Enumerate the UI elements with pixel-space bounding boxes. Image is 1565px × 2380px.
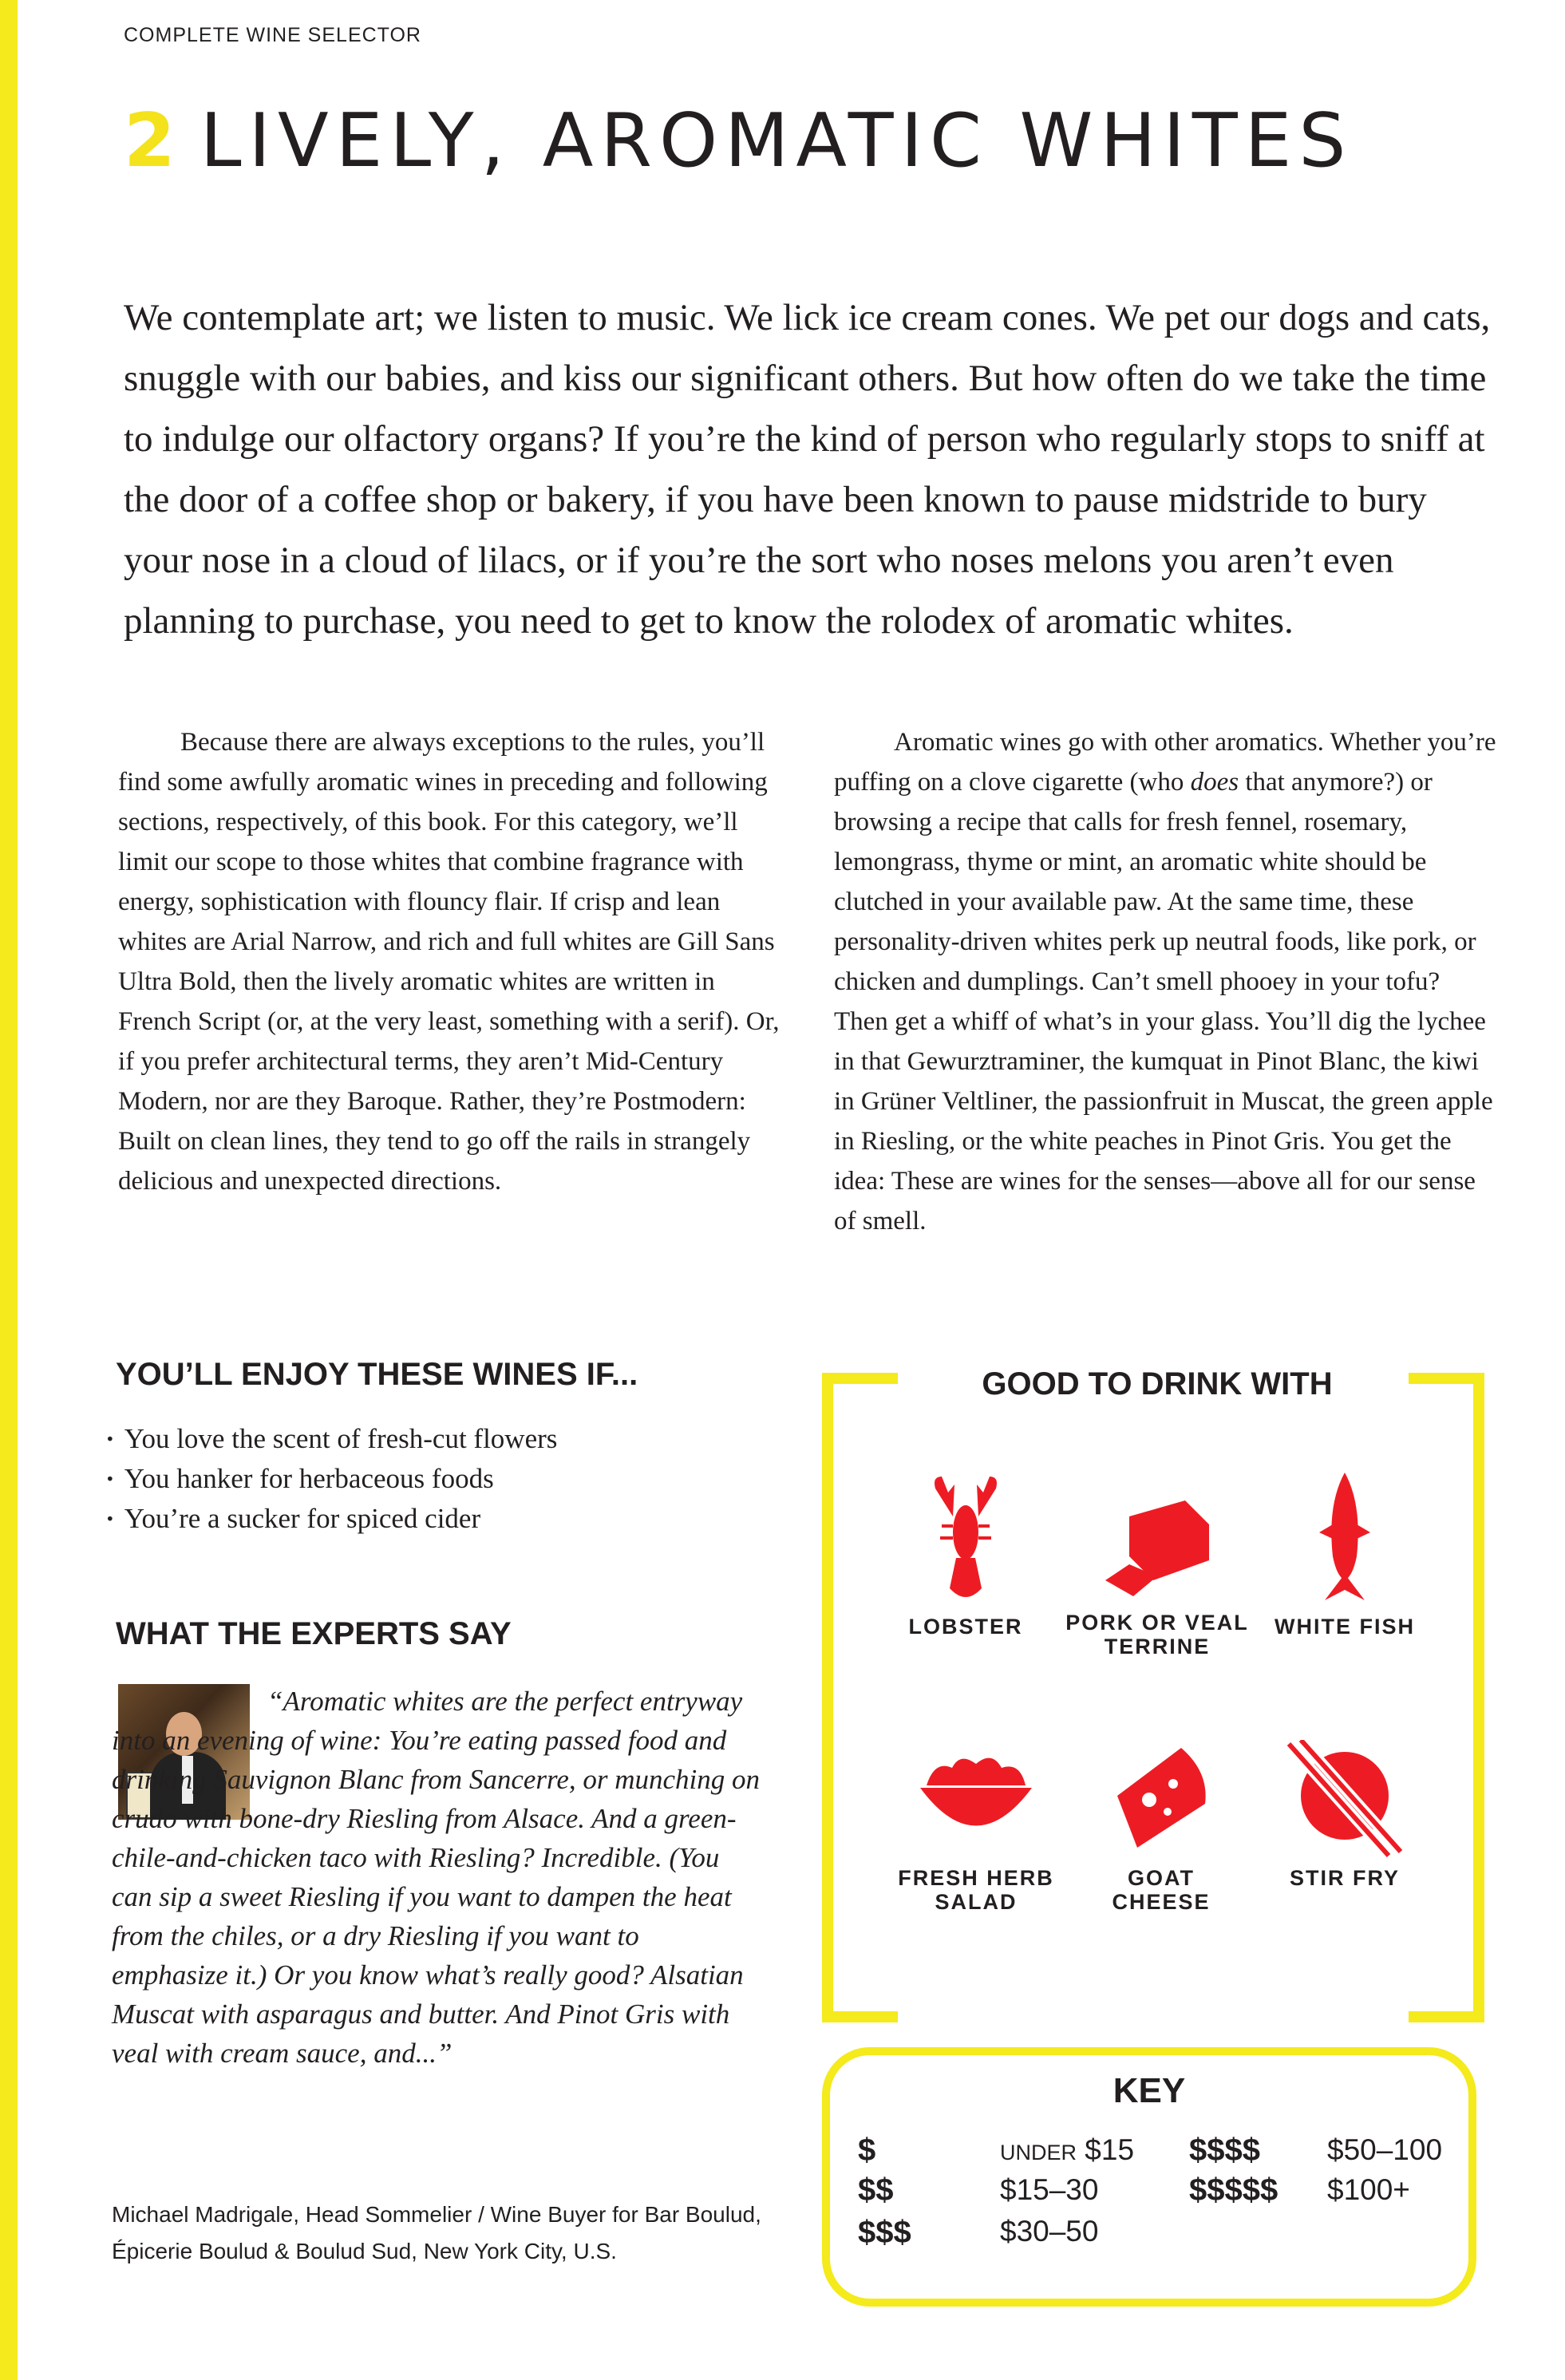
food-item-stir-fry — [1241, 1740, 1448, 1890]
body-right-part1: Aromatic wines go with other aromatics. Whether you’re puffing on a clove cigarette (who — [834, 728, 1496, 797]
lobster-icon — [918, 1469, 1014, 1608]
good-to-drink-heading: GOOD TO DRINK WITH — [982, 1366, 1333, 1402]
enjoy-list — [105, 1419, 557, 1539]
running-head: COMPLETE WINE SELECTOR — [124, 24, 421, 46]
key-symbol: $$$$ — [1189, 2133, 1260, 2168]
expert-quote: “Aromatic whites are the perfect entryway into an evening of wine: You’re eating passed food and drinking Sauvignon Blanc from Sancerre, or munching on crudo with bone-dry Riesling from Alsace. And a green-chile-and-chicken taco with Riesling? Incredible. (You can sip a sweet Riesling if you want to dampen the heat from the chiles, or a dry Riesling if you want to emphasize it.) Or you know what’s really good? Alsatian Muscat with asparagus and butter. And Pinot Gris with veal with cream sauce, and...” — [112, 1686, 761, 2069]
food-item-fish — [1241, 1469, 1448, 1639]
bracket-right — [1473, 1373, 1484, 2022]
body-right-part2: that anymore?) or browsing a recipe that calls for fresh fennel, rosemary, lemongrass, thyme or mint, an aromatic white should be clutched in your available paw. At the same time, these personality-driven whites perk up neutral foods, like pork, or chicken and dumplings. Can’t smell phooey in your tofu? Then get a whiff of what’s in your glass. You’ll dig the lychee in that Gewurztraminer, the kumquat in Pinot Blanc, the kiwi in Grüner Veltliner, the passionfruit in Muscat, the green apple in Riesling, or the white peaches in Pinot Gris. You get the idea: These are wines for the senses—above all for our sense of smell. — [834, 768, 1493, 1235]
bracket-left — [822, 1373, 833, 2022]
enjoy-heading: YOU’LL ENJOY THESE WINES IF... — [116, 1357, 638, 1392]
key-value: $15–30 — [1000, 2173, 1099, 2206]
key-symbol: $$ — [858, 2172, 894, 2208]
chapter-title — [124, 97, 1354, 184]
terrine-icon — [1097, 1485, 1217, 1604]
bracket-bottom-right — [1409, 2011, 1484, 2022]
body-right-emphasis: does — [1190, 768, 1239, 797]
food-item-lobster — [862, 1469, 1069, 1639]
key-value: $100+ — [1327, 2173, 1410, 2206]
key-heading: KEY — [1112, 2071, 1186, 2110]
key-value: $30–50 — [1000, 2215, 1099, 2248]
food-label: FRESH HERB SALAD — [898, 1866, 1054, 1914]
list-item: · You hanker for herbaceous foods — [105, 1459, 557, 1499]
key-symbol: $$$$$ — [1189, 2172, 1278, 2208]
food-item-cheese — [1057, 1740, 1265, 1914]
experts-heading: WHAT THE EXPERTS SAY — [116, 1616, 512, 1651]
lead-paragraph: We contemplate art; we listen to music. We lick ice cream cones. We pet our dogs and cats, snuggle with our babies, and kiss our significant others. But how often do we take the time to indulge our olfactory organs? If you’re the kind of person who regularly stops to sniff at the door of a coffee shop or bakery, if you have been known to pause midstride to bury your nose in a cloud of lilacs, or if you’re the sort who noses melons you aren’t even planning to purchase, you need to get to know the rolodex of aromatic whites. — [124, 297, 1491, 642]
food-label: LOBSTER — [908, 1615, 1023, 1639]
list-item: · You love the scent of fresh-cut flowers — [105, 1419, 557, 1459]
body-left-column: Because there are always exceptions to the rules, you’ll find some awfully aromatic wines in preceding and following sections, respectively, of this book. For this category, we’ll limit our scope to those whites that combine fragrance with energy, sophistication with flouncy flair. If crisp and lean whites are Arial Narrow, and rich and full whites are Gill Sans Ultra Bold, then the lively aromatic whites are written in French Script (or, at the very least, something with a serif). Or, if you prefer architectural terms, they aren’t Mid-Century Modern, nor are they Baroque. Rather, they’re Postmodern: Built on clean lines, they tend to go off the rails in strangely delicious and unexpected directions. — [118, 728, 780, 1196]
key-symbol: $ — [858, 2133, 876, 2168]
bracket-bottom-left — [822, 2011, 898, 2022]
chopsticks-icon — [1285, 1740, 1405, 1860]
food-label: PORK OR VEAL TERRINE — [1065, 1611, 1249, 1658]
fish-icon — [1313, 1469, 1377, 1608]
key-value: $50–100 — [1327, 2133, 1443, 2166]
key-symbol: $$$ — [858, 2215, 911, 2250]
yellow-page-edge — [0, 0, 18, 2380]
food-label: GOAT CHEESE — [1112, 1866, 1211, 1914]
food-item-terrine — [1053, 1485, 1261, 1658]
list-item: · You’re a sucker for spiced cider — [105, 1499, 557, 1539]
chapter-number: 2 — [124, 97, 183, 184]
food-item-salad — [872, 1744, 1080, 1914]
cheese-icon — [1105, 1740, 1217, 1860]
key-value: UNDER $15 — [1000, 2133, 1135, 2166]
salad-bowl-icon — [912, 1744, 1040, 1860]
food-label: STIR FRY — [1289, 1866, 1400, 1890]
expert-attribution: Michael Madrigale, Head Sommelier / Wine Buyer for Bar Boulud, Épicerie Boulud & Boulud Sud, New York City, U.S. — [112, 2202, 761, 2263]
chapter-title-text: LIVELY, AROMATIC WHITES — [200, 97, 1354, 184]
body-right-column — [834, 722, 1496, 1241]
food-label: WHITE FISH — [1275, 1615, 1415, 1639]
